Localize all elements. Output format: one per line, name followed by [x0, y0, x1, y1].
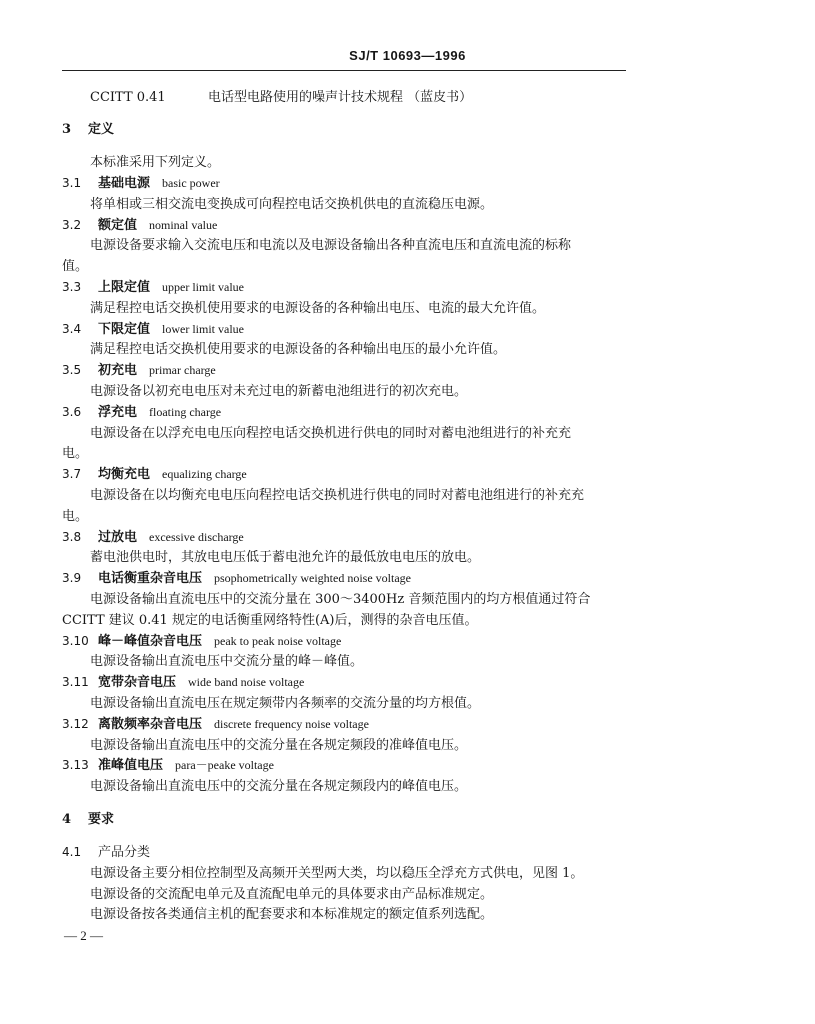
- reference-text: 电话型电路使用的噪声计技术规程 （蓝皮书）: [208, 90, 473, 105]
- definition-term-english: para－peake voltage: [175, 758, 274, 773]
- section-title-text: 要求: [88, 812, 115, 827]
- definition-term: 离散频率杂音电压: [98, 716, 203, 732]
- definition-text: 电源设备输出直流电压中的交流分量在各规定频段内的峰值电压。: [90, 779, 468, 795]
- definition-heading: [62, 713, 369, 732]
- definition-heading: [62, 630, 341, 649]
- definition-text: 电源设备输出直流电压中的交流分量在 300～3400Hz 音频范围内的均方根值通过符合: [90, 592, 591, 607]
- definition-term-english: discrete frequency noise voltage: [214, 716, 369, 731]
- definition-number: 3.2: [62, 217, 82, 232]
- definition-term: 下限定值: [98, 321, 151, 337]
- section-3-intro: 本标准采用下列定义。: [90, 155, 221, 170]
- section-4-text: 电源设备按各类通信主机的配套要求和本标准规定的额定值系列选配。: [90, 907, 494, 923]
- definition-text: 电。: [62, 446, 89, 462]
- definition-heading: [62, 172, 220, 191]
- definition-heading: [62, 567, 411, 586]
- definition-text: 电源设备要求输入交流电压和电流以及电源设备输出各种直流电压和直流电流的标称: [90, 238, 572, 254]
- definition-term-english: peak to peak noise voltage: [214, 633, 342, 648]
- definition-term-english: primar charge: [149, 363, 216, 378]
- definition-number: 3.9: [62, 571, 82, 586]
- section-4-text: 电源设备的交流配电单元及直流配电单元的具体要求由产品标准规定。: [90, 886, 494, 902]
- reference-code: CCITT 0.41: [90, 90, 166, 105]
- page-number: — 2 —: [64, 928, 103, 943]
- definition-term-english: floating charge: [149, 404, 222, 419]
- definition-term: 电话衡重杂音电压: [98, 571, 203, 587]
- definition-heading: [62, 276, 244, 295]
- section-4-text: 电源设备主要分相位控制型及高频开关型两大类，均以稳压全浮充方式供电，见图 1。: [90, 865, 584, 881]
- definition-term: 初充电: [98, 363, 138, 379]
- definition-term: 均衡充电: [98, 467, 151, 483]
- section-4-heading: [62, 808, 114, 827]
- definition-term-english: equalizing charge: [162, 467, 247, 482]
- definition-text: 电源设备输出直流电压在规定频带内各频率的交流分量的均方根值。: [90, 696, 481, 711]
- definition-term: 峰－峰值杂音电压: [98, 633, 203, 649]
- definition-text: 将单相或三相交流电变换成可向程控电话交换机供电的直流稳压电源。: [90, 196, 494, 212]
- definition-number: 3.13: [62, 758, 89, 773]
- definition-text: 电源设备在以浮充电电压向程控电话交换机进行供电的同时对蓄电池组进行的补充充: [90, 425, 572, 441]
- definition-number: 3.5: [62, 363, 82, 378]
- definition-heading: [62, 401, 221, 420]
- definition-term-english: upper limit value: [162, 280, 244, 294]
- definition-text: 电源设备输出直流电压中的交流分量在各规定频段的准峰值电压。: [90, 737, 468, 753]
- definition-number: 3.4: [62, 321, 82, 336]
- section-number: 3: [62, 122, 72, 137]
- definition-number: 3.1: [62, 176, 82, 190]
- document-header: SJ/T 10693—1996: [349, 48, 466, 63]
- definition-term-english: excessive discharge: [149, 529, 244, 544]
- definition-number: 3.12: [62, 716, 89, 731]
- reference-entry: [90, 86, 472, 105]
- definition-number: 3.7: [62, 467, 82, 482]
- definition-number: 3.3: [62, 280, 82, 294]
- definition-text: 电源设备输出直流电压中交流分量的峰－峰值。: [90, 654, 364, 670]
- definition-number: 3.11: [62, 675, 89, 690]
- section-title-text: 定义: [88, 122, 115, 137]
- definition-term-english: psophometrically weighted noise voltage: [214, 571, 411, 586]
- definition-number: 3.8: [62, 529, 82, 544]
- definition-term: 过放电: [98, 529, 138, 545]
- subsection-number: 4.1: [62, 845, 82, 859]
- definition-heading: [62, 463, 247, 482]
- definition-text: 电源设备在以均衡充电电压向程控电话交换机进行供电的同时对蓄电池组进行的补充充: [90, 488, 585, 503]
- section-number: 4: [62, 812, 72, 827]
- definition-text: 满足程控电话交换机使用要求的电源设备的各种输出电压、电流的最大允许值。: [90, 300, 546, 316]
- definition-heading: [62, 526, 244, 545]
- definition-term: 准峰值电压: [98, 758, 164, 774]
- header-rule: [62, 70, 626, 71]
- definition-text: CCITT 建议 0.41 规定的电话衡重网络特性(A)后，测得的杂音电压值。: [62, 612, 478, 628]
- definition-term-english: wide band noise voltage: [188, 675, 305, 690]
- definition-heading: [62, 359, 216, 378]
- section-3-heading: [62, 118, 114, 137]
- definition-text: 蓄电池供电时，其放电电压低于蓄电池允许的最低放电电压的放电。: [90, 550, 481, 566]
- definition-term: 额定值: [98, 217, 138, 233]
- definition-text: 电源设备以初充电电压对未充过电的新蓄电池组进行的初次充电。: [90, 384, 468, 399]
- definition-heading: [62, 754, 274, 773]
- definition-heading: [62, 671, 304, 690]
- definition-number: 3.10: [62, 633, 89, 648]
- definition-text: 值。: [62, 259, 89, 275]
- definition-heading: [62, 214, 217, 233]
- definition-number: 3.6: [62, 404, 82, 419]
- subsection-heading: [62, 841, 150, 860]
- definition-term-english: basic power: [162, 176, 220, 190]
- definition-text: 满足程控电话交换机使用要求的电源设备的各种输出电压的最小允许值。: [90, 342, 507, 358]
- definition-term: 浮充电: [98, 404, 138, 420]
- definition-term: 宽带杂音电压: [98, 675, 177, 691]
- definition-term: 基础电源: [98, 176, 151, 191]
- definition-term: 上限定值: [98, 280, 151, 295]
- definition-text: 电。: [62, 508, 89, 524]
- definition-term-english: lower limit value: [162, 321, 244, 336]
- definition-heading: [62, 318, 244, 337]
- subsection-title: 产品分类: [98, 845, 151, 860]
- definition-term-english: nominal value: [149, 217, 218, 232]
